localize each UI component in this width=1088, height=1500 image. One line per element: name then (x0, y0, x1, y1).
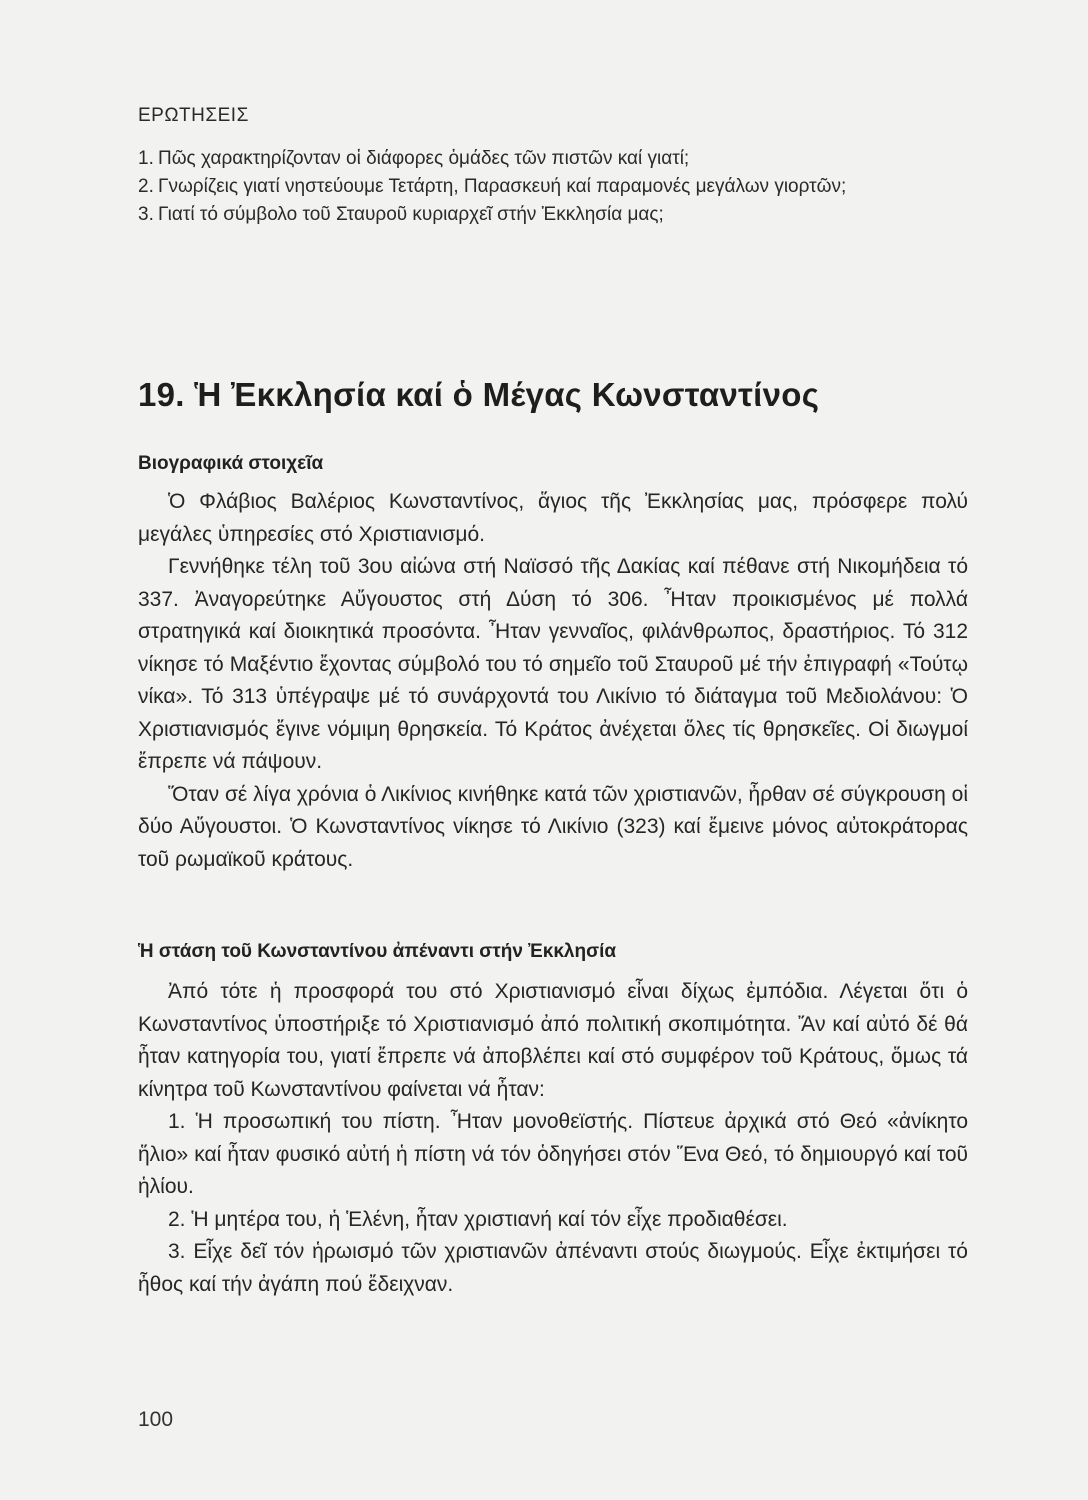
paragraph: 1. Ἡ προσωπική του πίστη. Ἦταν μονοθεϊστής. Πίστευε ἀρχικά στό Θεό «ἀνίκητο ἥλιο» καί ἦταν φυσικό αὐτή ἡ πίστη νά τόν ὁδηγήσει στόν Ἕνα Θεό, τό δημιουργό καί τοῦ ἡλίου. (138, 1110, 968, 1198)
questions-title: ΕΡΩΤΗΣΕΙΣ (138, 105, 249, 126)
question-number: 2. (138, 176, 154, 197)
chapter-title: 19. Ἡ Ἐκκλησία καί ὁ Μέγας Κωνσταντίνος (138, 376, 820, 413)
question-text: Γνωρίζεις γιατί νηστεύουμε Τετάρτη, Παρασκευή καί παραμονές μεγάλων γιορτῶν; (158, 176, 847, 197)
paragraph: 3. Εἶχε δεῖ τόν ἡρωισμό τῶν χριστιανῶν ἀπέναντι στούς διωγμούς. Εἶχε ἐκτιμήσει τό ἦθος καί τήν ἀγάπη πού ἔδειχναν. (138, 1240, 968, 1296)
section-body-biography (138, 486, 968, 876)
paragraph: Ὁ Φλάβιος Βαλέριος Κωνσταντίνος, ἅγιος τῆς Ἐκκλησίας μας, πρόσφερε πολύ μεγάλες ὑπηρεσίες στό Χριστιανισμό. (138, 490, 968, 546)
section-body-stance (138, 976, 968, 1301)
paragraph: Ὅταν σέ λίγα χρόνια ὁ Λικίνιος κινήθηκε κατά τῶν χριστιανῶν, ἦρθαν σέ σύγκρουση οἱ δύο Αὔγουστοι. Ὁ Κωνσταντίνος νίκησε τό Λικίνιο (323) καί ἔμεινε μόνος αὐτοκράτορας τοῦ ρωμαϊκοῦ κράτους. (138, 782, 968, 871)
section-heading-biography: Βιογραφικά στοιχεῖα (138, 453, 324, 474)
question-item (138, 173, 958, 201)
page-number: 100 (138, 1408, 174, 1431)
paragraph: Γεννήθηκε τέλη τοῦ 3ου αἰώνα στή Ναϊσσό τῆς Δακίας καί πέθανε στή Νικομήδεια τό 337. Ἀναγορεύτηκε Αὔγουστος στή Δύση τό 306. Ἦταν προικισμένος μέ πολλά στρατηγικά καί διοικητικά προσόντα. Ἦταν γενναῖος, φιλάνθρωπος, δραστήριος. Τό 312 νίκησε τό Μαξέντιο ἔχοντας σύμβολό του τό σημεῖο τοῦ Σταυροῦ μέ τήν ἐπιγραφή «Τούτῳ νίκα». Τό 313 ὑπέγραψε μέ τό συνάρχοντά του Λικίνιο τό διάταγμα τοῦ Μεδιολάνου: Ὁ Χριστιανισμός ἔγινε νόμιμη θρησκεία. Τό Κράτος ἀνέχεται ὅλες τίς θρησκεῖες. Οἱ διωγμοί ἔπρεπε νά πάψουν. (138, 555, 968, 773)
question-text: Γιατί τό σύμβολο τοῦ Σταυροῦ κυριαρχεῖ στήν Ἐκκλησία μας; (158, 204, 664, 225)
question-number: 1. (138, 148, 154, 169)
section-heading-stance: Ἡ στάση τοῦ Κωνσταντίνου ἀπέναντι στήν Ἐκκλησία (138, 941, 617, 962)
question-number: 3. (138, 204, 154, 225)
question-text: Πῶς χαρακτηρίζονταν οἱ διάφορες ὁμάδες τῶν πιστῶν καί γιατί; (158, 148, 690, 169)
paragraph: Ἀπό τότε ἡ προσφορά του στό Χριστιανισμό εἶναι δίχως ἐμπόδια. Λέγεται ὅτι ὁ Κωνσταντίνος ὑποστήριξε τό Χριστιανισμό ἀπό πολιτική σκοπιμότητα. Ἄν καί αὐτό δέ θά ἦταν κατηγορία του, γιατί ἔπρεπε νά ἀποβλέπει καί στό συμφέρον τοῦ Κράτους, ὅμως τά κίνητρα τοῦ Κωνσταντίνου φαίνεται νά ἦταν: (138, 980, 968, 1101)
paragraph: 2. Ἡ μητέρα του, ἡ Ἑλένη, ἦταν χριστιανή καί τόν εἶχε προδιαθέσει. (168, 1207, 788, 1231)
question-item (138, 145, 958, 173)
questions-list (138, 145, 958, 229)
question-item (138, 201, 958, 229)
